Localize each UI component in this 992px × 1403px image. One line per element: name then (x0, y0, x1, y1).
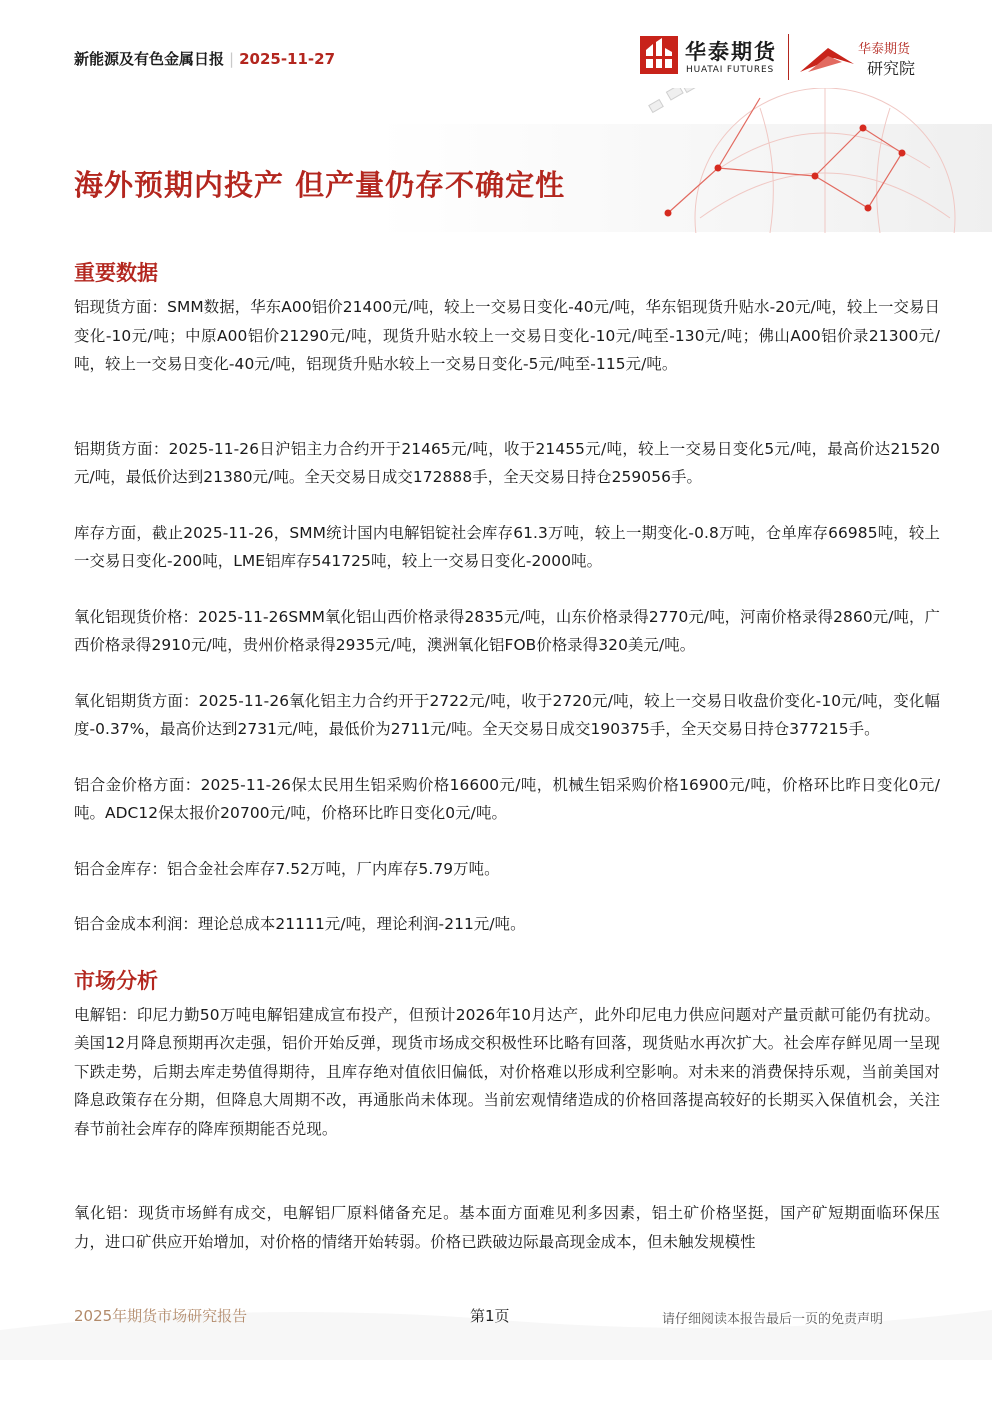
network-globe-graphic (620, 88, 992, 233)
satellite-icon (649, 88, 697, 112)
research-institute-logo-top: 华泰期货 (858, 42, 911, 57)
company-logos (640, 32, 930, 84)
research-institute-logo-bottom: 研究院 (867, 59, 916, 78)
page-header (0, 0, 992, 240)
page-number: 第1页 (470, 1307, 510, 1325)
report-category: 新能源及有色金属日报 (74, 50, 225, 68)
paragraph-alumina-analysis: 氧化铝：现货市场鲜有成交，电解铝厂原料储备充足。基本面方面难见利多因素，铝土矿价格坚挺，国产矿短期面临环保压力，进口矿供应开始增加，对价格的情绪开始转弱。价格已跌破边际最高现金成本，但未触发规模性 (74, 1204, 940, 1251)
paragraph-alloy-price: 铝合金价格方面：2025-11-26保太民用生铝采购价格16600元/吨，机械生铝采购价格16900元/吨，价格环比昨日变化0元/吨。ADC12保太报价20700元/吨，价格环比昨日变化0元/吨。 (74, 775, 940, 822)
paragraph-electrolytic-aluminum: 电解铝：印尼力勤50万吨电解铝建成宣布投产，但预计2026年10月达产，此外印尼电力供应问题对产量贡献可能仍有扰动。美国12月降息预期再次走强，铝价开始反弹，现货市场成交积极性环比略有回落，现货贴水再次扩大。社会库存鲜见周一呈现下跌走势，后期去库走势值得期待，且库存绝对值依旧偏低，对价格难以形成利空影响。对未来的消费保持乐观，当前美国对降息政策存在分期，但降息大周期不改，再通胀尚未体现。当前宏观情绪造成的价格回落提高较好的长期买入保值机会，关注春节前社会库存的降库预期能否兑现。 (74, 1005, 940, 1138)
report-date: 2025-11-27 (239, 50, 336, 68)
report-category-line (74, 48, 335, 69)
research-institute-logo-icon (798, 42, 856, 74)
paragraph-alumina-spot: 氧化铝现货价格：2025-11-26SMM氧化铝山西价格录得2835元/吨，山东价格录得2770元/吨，河南价格录得2860元/吨，广西价格录得2910元/吨，贵州价格录得2935元/吨，澳洲氧化铝FOB价格录得320美元/吨。 (74, 607, 940, 654)
title-separator: | (229, 50, 235, 68)
paragraph-inventory: 库存方面，截止2025-11-26，SMM统计国内电解铝锭社会库存61.3万吨，较上一期变化-0.8万吨，仓单库存66985吨，较上一交易日变化-200吨，LME铝库存541725吨，较上一交易日变化-2000吨。 (74, 523, 940, 570)
report-body (74, 258, 940, 1256)
paragraph-aluminum-futures: 铝期货方面：2025-11-26日沪铝主力合约开于21465元/吨，收于21455元/吨，较上一交易日变化5元/吨，最高价达21520元/吨，最低价达到21380元/吨。全天交易日成交172888手，全天交易日持仓259056手。 (74, 439, 940, 486)
huatai-logo-icon (640, 36, 678, 74)
page-title: 海外预期内投产 但产量仍存不确定性 (74, 168, 566, 202)
paragraph-aluminum-spot: 铝现货方面：SMM数据，华东A00铝价21400元/吨，较上一交易日变化-40元/吨，华东铝现货升贴水-20元/吨，较上一交易日变化-10元/吨；中原A00铝价21290元/吨，现货升贴水较上一交易日变化-10元/吨至-130元/吨；佛山A00铝价录21300元/吨，较上一交易日变化-40元/吨，铝现货升贴水较上一交易日变化-5元/吨至-115元/吨。 (74, 298, 940, 373)
footer-report-name: 2025年期货市场研究报告 (74, 1307, 248, 1325)
paragraph-alloy-cost-profit: 铝合金成本利润：理论总成本21111元/吨，理论利润-211元/吨。 (74, 915, 526, 933)
paragraph-alloy-inventory: 铝合金库存：铝合金社会库存7.52万吨，厂内库存5.79万吨。 (74, 859, 500, 878)
huatai-logo-en: HUATAI FUTURES (686, 65, 774, 75)
paragraph-alumina-futures: 氧化铝期货方面：2025-11-26氧化铝主力合约开于2722元/吨，收于2720元/吨，较上一交易日收盘价变化-10元/吨，变化幅度-0.37%，最高价达到2731元/吨，最低价为2711元/吨。全天交易日成交190375手，全天交易日持仓377215手。 (74, 691, 940, 738)
huatai-logo-cn: 华泰期货 (685, 40, 777, 64)
section-heading-market-analysis: 市场分析 (74, 968, 158, 993)
footer-disclaimer-note: 请仔细阅读本报告最后一页的免责声明 (662, 1312, 884, 1327)
logo-divider (788, 34, 789, 80)
section-heading-key-data: 重要数据 (74, 261, 158, 285)
